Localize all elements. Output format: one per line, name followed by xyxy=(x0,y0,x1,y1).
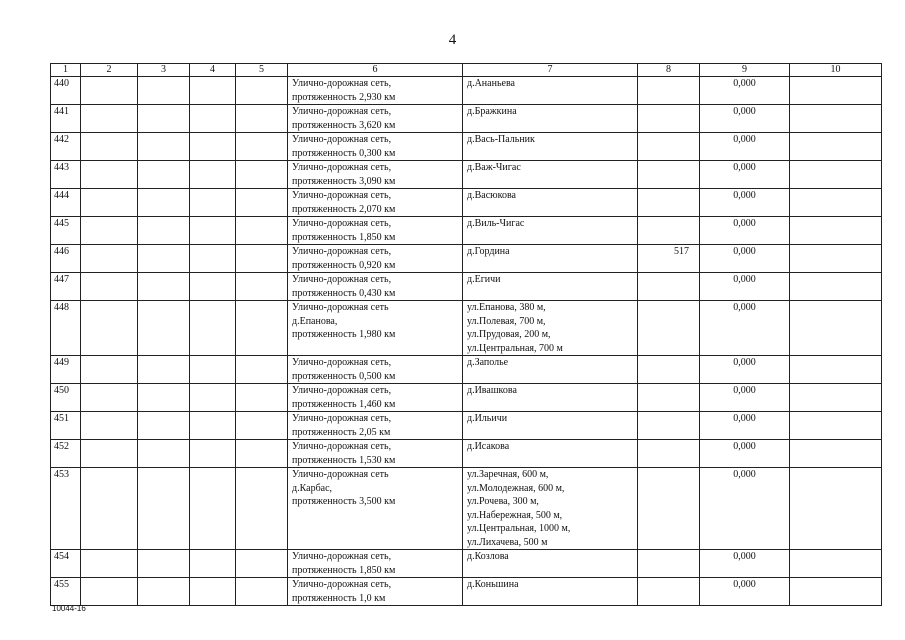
cell-line: протяженность 1,0 км xyxy=(292,592,386,604)
value-cell: 0,000 xyxy=(700,356,790,384)
empty-cell xyxy=(790,217,882,245)
header-row xyxy=(51,64,882,77)
cell-line: протяженность 3,500 км xyxy=(292,496,396,507)
empty-cell xyxy=(790,301,882,356)
code-cell xyxy=(638,412,700,440)
empty-cell xyxy=(236,578,288,606)
empty-cell xyxy=(81,273,138,301)
cell-line: д.Заполье xyxy=(467,357,509,368)
cell-line: д.Важ-Чигас xyxy=(467,162,521,173)
empty-cell xyxy=(236,468,288,550)
address-cell xyxy=(463,468,638,550)
cell-line: Улично-дорожная сеть, xyxy=(292,551,392,562)
value-cell: 0,000 xyxy=(700,578,790,606)
cell-line: Улично-дорожная сеть, xyxy=(292,441,392,452)
column-header: 7 xyxy=(463,64,638,77)
description-cell xyxy=(288,189,463,217)
empty-cell xyxy=(790,412,882,440)
row-number-cell: 455 xyxy=(51,578,81,606)
column-header: 6 xyxy=(288,64,463,77)
empty-cell xyxy=(138,578,190,606)
cell-line: протяженность 1,460 км xyxy=(292,398,396,410)
empty-cell xyxy=(190,273,236,301)
table-row xyxy=(51,468,882,550)
table-row xyxy=(51,161,882,189)
empty-cell xyxy=(190,356,236,384)
empty-cell xyxy=(790,440,882,468)
cell-line: протяженность 2,070 км xyxy=(292,203,396,215)
description-cell xyxy=(288,412,463,440)
empty-cell xyxy=(190,550,236,578)
empty-cell xyxy=(236,356,288,384)
value-cell: 0,000 xyxy=(700,412,790,440)
cell-line: Улично-дорожная сеть, xyxy=(292,385,392,396)
cell-line: д.Ивашкова xyxy=(467,385,517,396)
table-row xyxy=(51,578,882,606)
cell-line: ул.Прудовая, 200 м, xyxy=(467,329,551,340)
page-number: 4 xyxy=(448,32,457,48)
table-row xyxy=(51,77,882,105)
cell-line: ул.Полевая, 700 м, xyxy=(467,315,546,327)
empty-cell xyxy=(138,550,190,578)
empty-cell xyxy=(138,105,190,133)
row-number-cell: 448 xyxy=(51,301,81,356)
code-cell xyxy=(638,77,700,105)
description-cell xyxy=(288,161,463,189)
empty-cell xyxy=(81,105,138,133)
empty-cell xyxy=(236,217,288,245)
cell-line: Улично-дорожная сеть, xyxy=(292,218,392,229)
empty-cell xyxy=(190,77,236,105)
empty-cell xyxy=(81,578,138,606)
code-cell xyxy=(638,217,700,245)
address-cell xyxy=(463,550,638,578)
address-cell xyxy=(463,301,638,356)
value-cell: 0,000 xyxy=(700,384,790,412)
description-cell xyxy=(288,105,463,133)
empty-cell xyxy=(138,217,190,245)
cell-line: Улично-дорожная сеть, xyxy=(292,134,392,145)
description-cell xyxy=(288,356,463,384)
empty-cell xyxy=(790,105,882,133)
cell-line: д.Ильичи xyxy=(467,413,508,424)
address-cell xyxy=(463,273,638,301)
cell-line: Улично-дорожная сеть, xyxy=(292,246,392,257)
address-cell xyxy=(463,161,638,189)
empty-cell xyxy=(138,189,190,217)
column-header: 2 xyxy=(81,64,138,77)
empty-cell xyxy=(138,301,190,356)
cell-line: д.Козлова xyxy=(467,551,509,562)
empty-cell xyxy=(81,384,138,412)
empty-cell xyxy=(236,550,288,578)
cell-line: Улично-дорожная сеть xyxy=(292,469,389,480)
cell-line: протяженность 3,090 км xyxy=(292,175,396,187)
empty-cell xyxy=(790,273,882,301)
empty-cell xyxy=(138,273,190,301)
address-cell xyxy=(463,384,638,412)
empty-cell xyxy=(81,468,138,550)
cell-line: ул.Центральная, 1000 м, xyxy=(467,523,571,534)
cell-line: протяженность 2,05 км xyxy=(292,426,391,438)
column-header: 8 xyxy=(638,64,700,77)
row-number-cell: 452 xyxy=(51,440,81,468)
row-number-cell: 453 xyxy=(51,468,81,550)
table-row xyxy=(51,217,882,245)
value-cell: 0,000 xyxy=(700,550,790,578)
code-cell xyxy=(638,133,700,161)
empty-cell xyxy=(236,105,288,133)
empty-cell xyxy=(790,189,882,217)
empty-cell xyxy=(236,440,288,468)
empty-cell xyxy=(790,356,882,384)
column-header: 5 xyxy=(236,64,288,77)
value-cell: 0,000 xyxy=(700,161,790,189)
empty-cell xyxy=(81,440,138,468)
table-row xyxy=(51,412,882,440)
table-row xyxy=(51,105,882,133)
row-number-cell: 450 xyxy=(51,384,81,412)
cell-line: протяженность 1,530 км xyxy=(292,454,396,466)
empty-cell xyxy=(190,468,236,550)
description-cell xyxy=(288,245,463,273)
empty-cell xyxy=(138,468,190,550)
cell-line: д.Карбас, xyxy=(292,482,333,494)
code-cell xyxy=(638,189,700,217)
empty-cell xyxy=(81,189,138,217)
table-row xyxy=(51,245,882,273)
value-cell: 0,000 xyxy=(700,301,790,356)
cell-line: протяженность 0,920 км xyxy=(292,259,396,271)
cell-line: протяженность 3,620 км xyxy=(292,119,396,131)
address-cell xyxy=(463,133,638,161)
code-cell xyxy=(638,273,700,301)
description-cell xyxy=(288,273,463,301)
row-number-cell: 443 xyxy=(51,161,81,189)
address-cell xyxy=(463,356,638,384)
cell-line: Улично-дорожная сеть, xyxy=(292,190,392,201)
description-cell xyxy=(288,384,463,412)
cell-line: ул.Центральная, 700 м xyxy=(467,342,563,354)
column-header: 10 xyxy=(790,64,882,77)
table-row xyxy=(51,384,882,412)
empty-cell xyxy=(236,133,288,161)
cell-line: Улично-дорожная сеть, xyxy=(292,357,392,368)
empty-cell xyxy=(81,245,138,273)
value-cell: 0,000 xyxy=(700,440,790,468)
value-cell: 0,000 xyxy=(700,189,790,217)
address-cell xyxy=(463,77,638,105)
cell-line: Улично-дорожная сеть, xyxy=(292,274,392,285)
table-row xyxy=(51,273,882,301)
table-row xyxy=(51,133,882,161)
value-cell: 0,000 xyxy=(700,77,790,105)
value-cell: 0,000 xyxy=(700,245,790,273)
address-cell xyxy=(463,245,638,273)
value-cell: 0,000 xyxy=(700,133,790,161)
cell-line: д.Гордина xyxy=(467,246,510,257)
empty-cell xyxy=(236,301,288,356)
code-cell xyxy=(638,468,700,550)
empty-cell xyxy=(790,161,882,189)
empty-cell xyxy=(236,412,288,440)
empty-cell xyxy=(190,578,236,606)
address-cell xyxy=(463,440,638,468)
cell-line: д.Исакова xyxy=(467,441,510,452)
footer-code: 10044-16 xyxy=(52,604,86,613)
row-number-cell: 444 xyxy=(51,189,81,217)
cell-line: Улично-дорожная сеть, xyxy=(292,78,392,89)
code-cell: 517 xyxy=(638,245,700,273)
cell-line: Улично-дорожная сеть, xyxy=(292,106,392,117)
description-cell xyxy=(288,77,463,105)
empty-cell xyxy=(790,468,882,550)
empty-cell xyxy=(138,412,190,440)
cell-line: ул.Лихачева, 500 м xyxy=(467,536,548,548)
address-cell xyxy=(463,578,638,606)
table-row xyxy=(51,356,882,384)
description-cell xyxy=(288,468,463,550)
cell-line: ул.Епанова, 380 м, xyxy=(467,302,546,313)
value-cell: 0,000 xyxy=(700,273,790,301)
cell-line: д.Епанова, xyxy=(292,315,338,327)
row-number-cell: 441 xyxy=(51,105,81,133)
code-cell xyxy=(638,161,700,189)
empty-cell xyxy=(236,245,288,273)
empty-cell xyxy=(236,161,288,189)
empty-cell xyxy=(138,77,190,105)
empty-cell xyxy=(81,412,138,440)
row-number-cell: 440 xyxy=(51,77,81,105)
table-row xyxy=(51,440,882,468)
column-header: 9 xyxy=(700,64,790,77)
cell-line: Улично-дорожная сеть, xyxy=(292,413,392,424)
cell-line: Улично-дорожная сеть, xyxy=(292,579,392,590)
code-cell xyxy=(638,578,700,606)
empty-cell xyxy=(190,412,236,440)
register-table xyxy=(50,63,882,606)
empty-cell xyxy=(81,550,138,578)
cell-line: д.Егичи xyxy=(467,274,501,285)
empty-cell xyxy=(190,133,236,161)
cell-line: ул.Заречная, 600 м, xyxy=(467,469,549,480)
address-cell xyxy=(463,105,638,133)
empty-cell xyxy=(81,77,138,105)
cell-line: протяженность 1,850 км xyxy=(292,564,396,576)
empty-cell xyxy=(190,245,236,273)
code-cell xyxy=(638,384,700,412)
code-cell xyxy=(638,356,700,384)
cell-line: д.Коньшина xyxy=(467,579,519,590)
empty-cell xyxy=(138,245,190,273)
description-cell xyxy=(288,440,463,468)
row-number-cell: 446 xyxy=(51,245,81,273)
empty-cell xyxy=(190,189,236,217)
empty-cell xyxy=(138,356,190,384)
code-cell xyxy=(638,440,700,468)
empty-cell xyxy=(190,161,236,189)
code-cell xyxy=(638,550,700,578)
empty-cell xyxy=(190,105,236,133)
empty-cell xyxy=(790,133,882,161)
empty-cell xyxy=(138,133,190,161)
empty-cell xyxy=(790,578,882,606)
cell-line: ул.Набережная, 500 м, xyxy=(467,509,563,521)
empty-cell xyxy=(81,356,138,384)
description-cell xyxy=(288,301,463,356)
description-cell xyxy=(288,133,463,161)
cell-line: Улично-дорожная сеть, xyxy=(292,162,392,173)
empty-cell xyxy=(790,245,882,273)
table-row xyxy=(51,189,882,217)
cell-line: д.Вась-Пальник xyxy=(467,134,535,145)
empty-cell xyxy=(81,217,138,245)
empty-cell xyxy=(790,384,882,412)
empty-cell xyxy=(190,384,236,412)
empty-cell xyxy=(790,550,882,578)
empty-cell xyxy=(190,440,236,468)
column-header: 3 xyxy=(138,64,190,77)
cell-line: протяженность 0,430 км xyxy=(292,287,396,299)
cell-line: протяженность 1,980 км xyxy=(292,329,396,340)
value-cell: 0,000 xyxy=(700,217,790,245)
empty-cell xyxy=(236,384,288,412)
empty-cell xyxy=(236,273,288,301)
cell-line: д.Васюкова xyxy=(467,190,516,201)
empty-cell xyxy=(790,77,882,105)
empty-cell xyxy=(138,440,190,468)
code-cell xyxy=(638,301,700,356)
empty-cell xyxy=(138,161,190,189)
row-number-cell: 447 xyxy=(51,273,81,301)
empty-cell xyxy=(236,189,288,217)
row-number-cell: 442 xyxy=(51,133,81,161)
empty-cell xyxy=(236,77,288,105)
cell-line: протяженность 2,930 км xyxy=(292,91,396,103)
description-cell xyxy=(288,578,463,606)
address-cell xyxy=(463,189,638,217)
empty-cell xyxy=(138,384,190,412)
cell-line: д.Бражкина xyxy=(467,106,517,117)
cell-line: протяженность 1,850 км xyxy=(292,231,396,243)
code-cell xyxy=(638,105,700,133)
row-number-cell: 445 xyxy=(51,217,81,245)
cell-line: протяженность 0,300 км xyxy=(292,147,396,159)
empty-cell xyxy=(190,301,236,356)
table-row xyxy=(51,550,882,578)
row-number-cell: 454 xyxy=(51,550,81,578)
row-number-cell: 449 xyxy=(51,356,81,384)
cell-line: ул.Молодежная, 600 м, xyxy=(467,482,565,494)
description-cell xyxy=(288,550,463,578)
cell-line: ул.Рочева, 300 м, xyxy=(467,496,539,507)
row-number-cell: 451 xyxy=(51,412,81,440)
cell-line: Улично-дорожная сеть xyxy=(292,302,389,313)
cell-line: д.Ананьева xyxy=(467,78,515,89)
description-cell xyxy=(288,217,463,245)
cell-line: д.Виль-Чигас xyxy=(467,218,525,229)
value-cell: 0,000 xyxy=(700,105,790,133)
empty-cell xyxy=(81,301,138,356)
column-header: 4 xyxy=(190,64,236,77)
address-cell xyxy=(463,412,638,440)
address-cell xyxy=(463,217,638,245)
empty-cell xyxy=(81,133,138,161)
value-cell: 0,000 xyxy=(700,468,790,550)
empty-cell xyxy=(190,217,236,245)
column-header: 1 xyxy=(51,64,81,77)
table-row xyxy=(51,301,882,356)
cell-line: протяженность 0,500 км xyxy=(292,370,396,382)
empty-cell xyxy=(81,161,138,189)
